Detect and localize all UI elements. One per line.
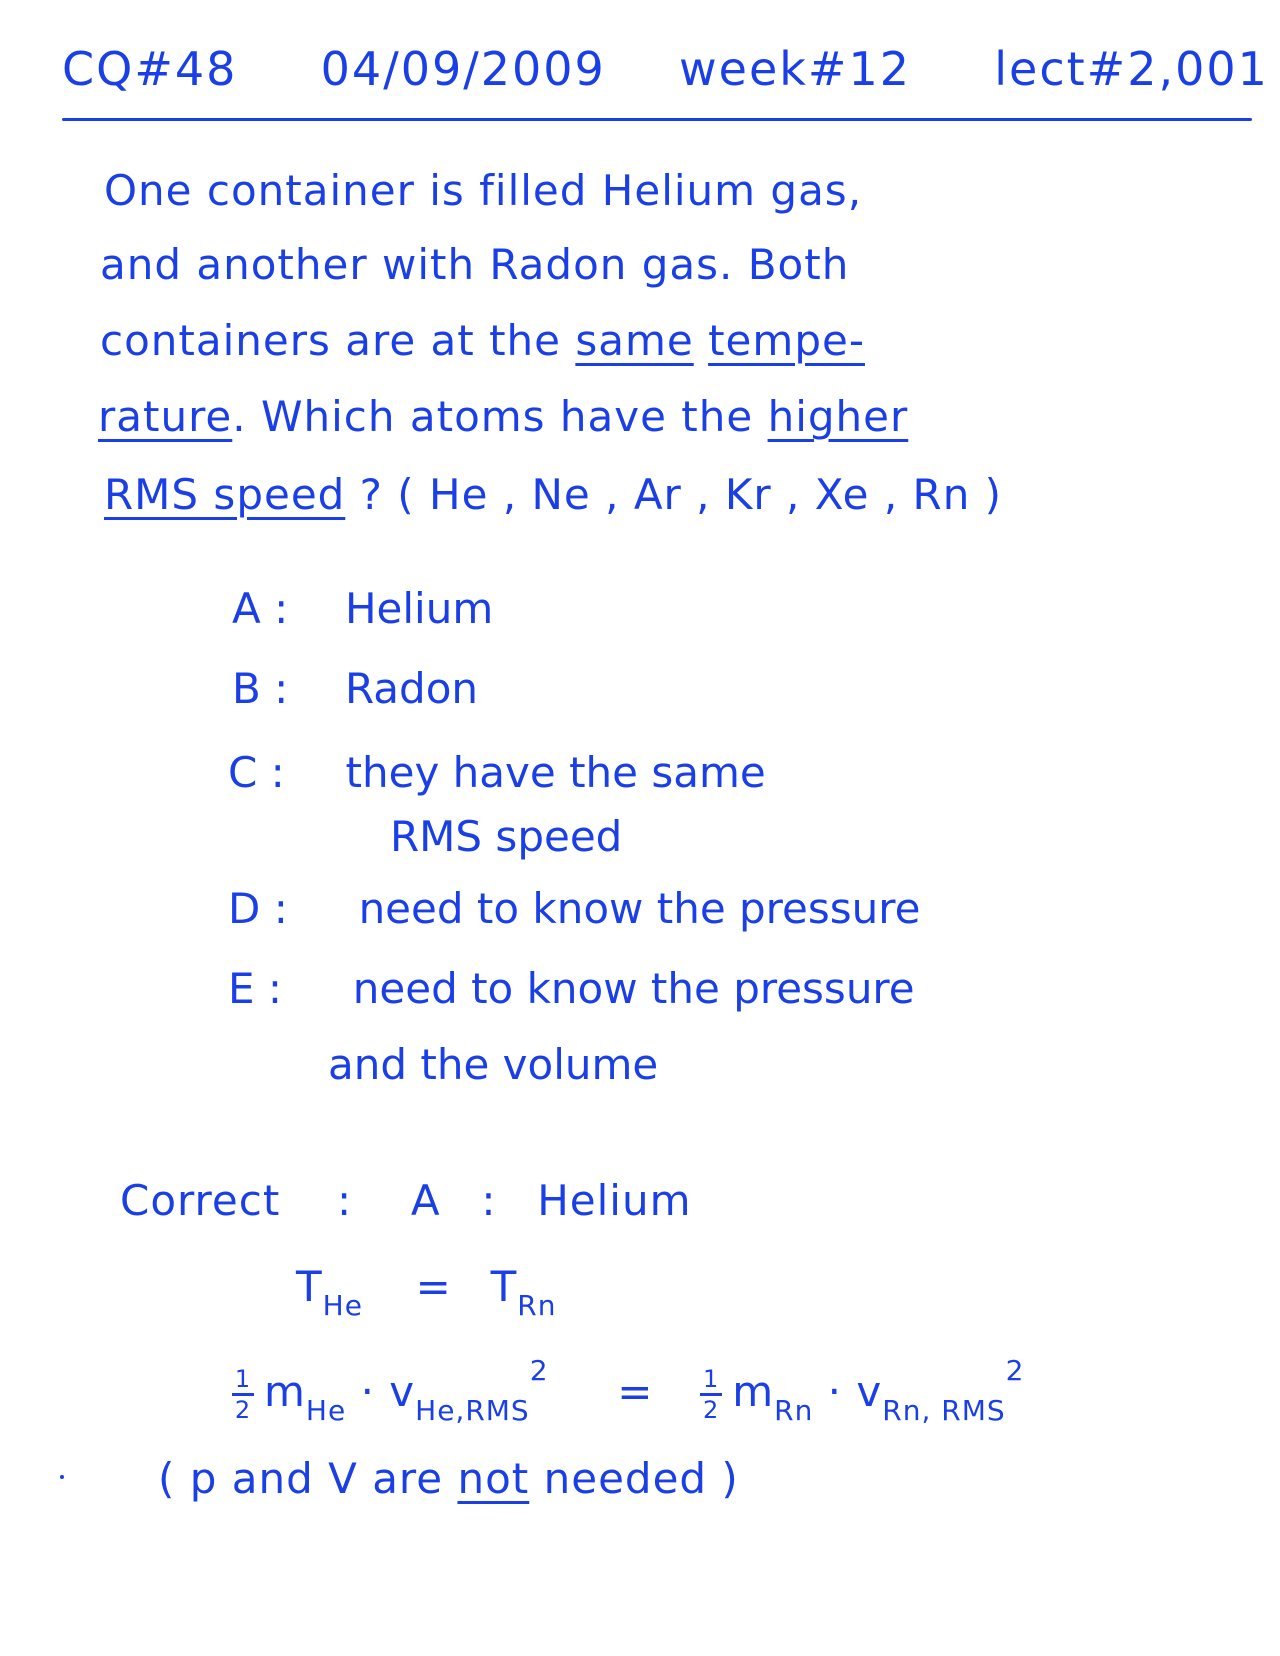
equation-temperature: $T_{He} = T_{Rn}$ [296, 1262, 557, 1322]
question-line-5: RMS speed ? ( He , Ne , Ar , Kr , Xe , Rn ) [104, 470, 1003, 519]
question-line-3: containers are at the same tempe- [100, 316, 865, 365]
ink-dot [60, 1475, 64, 1479]
one-half-fraction: $\frac{1}{2}$ [232, 1367, 254, 1422]
answer-c [228, 748, 766, 797]
answer-text: Helium [344, 584, 494, 633]
question-line-2: and another with Radon gas. Both [100, 240, 850, 289]
answer-text: need to know the pressure [352, 964, 915, 1013]
answer-d [228, 884, 920, 933]
answer-e [228, 964, 915, 1013]
question-line-1: One container is filled Helium gas, [104, 166, 863, 215]
note-line: ( p and V are not needed ) [158, 1454, 739, 1503]
underlined-higher: higher [767, 392, 909, 441]
underlined-tempe: tempe- [708, 316, 865, 365]
correct-answer-line [120, 1176, 692, 1225]
answer-letter: E : [228, 964, 283, 1013]
header-line [62, 42, 1269, 96]
separator: : [481, 1176, 497, 1225]
correct-text: Helium [537, 1176, 692, 1225]
week-number: week#12 [679, 42, 911, 96]
correct-label: Correct [120, 1176, 281, 1225]
correct-letter: A [410, 1176, 441, 1225]
answer-letter: A : [232, 584, 289, 633]
answer-text: Radon [345, 664, 479, 713]
answer-e-line-2: and the volume [328, 1040, 659, 1089]
answer-a [232, 584, 493, 633]
underlined-rature: rature [98, 392, 233, 441]
answer-letter: D : [228, 884, 288, 933]
one-half-fraction: $\frac{1}{2}$ [700, 1367, 722, 1422]
answer-b [232, 664, 478, 713]
cq-number: CQ#48 [62, 42, 238, 96]
header-divider [62, 118, 1252, 121]
underlined-rms-speed: RMS speed [104, 470, 346, 519]
underlined-same: same [575, 316, 694, 365]
separator: : [337, 1176, 353, 1225]
date: 04/09/2009 [320, 42, 606, 96]
lecture-number: lect#2,001 [994, 42, 1269, 96]
answer-c-line-2: RMS speed [390, 812, 623, 861]
equation-kinetic-energy: $\frac{1}{2} m_{He} \cdot v_{He,RMS}^2 = \frac{1}{2} m_{Rn} \cdot v_{Rn, RMS}^2$ [232, 1354, 1024, 1427]
answer-text: they have the same [345, 748, 766, 797]
answer-letter: B : [232, 664, 289, 713]
underlined-not: not [457, 1454, 530, 1503]
question-line-4: rature. Which atoms have the higher [98, 392, 909, 441]
answer-text: need to know the pressure [358, 884, 921, 933]
answer-letter: C : [228, 748, 285, 797]
